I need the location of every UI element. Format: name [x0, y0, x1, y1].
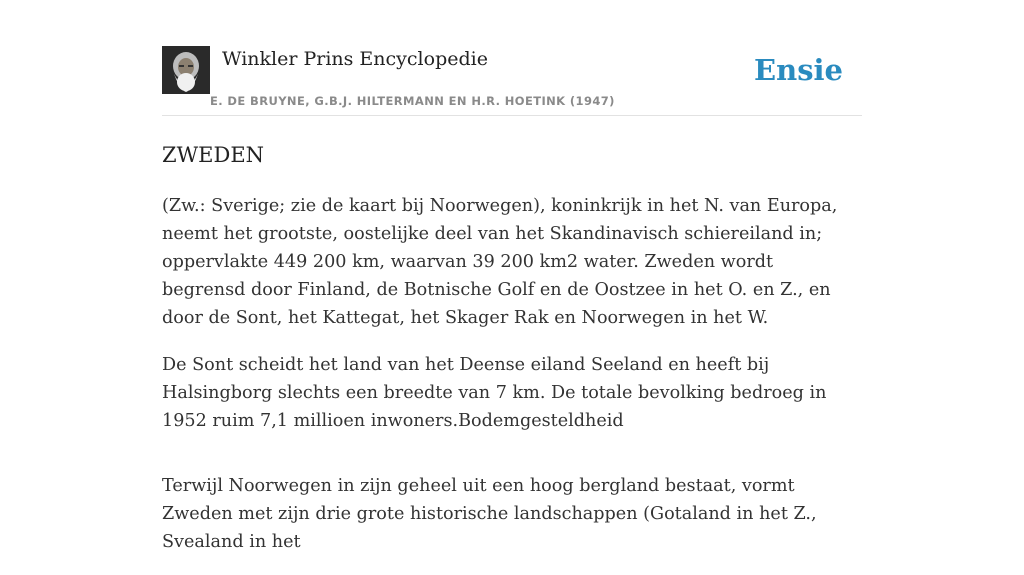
- site-header: [162, 46, 862, 116]
- authors-line: E. DE BRUYNE, G.B.J. HILTERMANN EN H.R. HOETINK (1947): [210, 94, 615, 108]
- article-title: ZWEDEN: [162, 143, 265, 167]
- encyclopedia-title[interactable]: Winkler Prins Encyclopedie: [222, 48, 488, 70]
- article-body: [162, 192, 862, 575]
- author-avatar: [162, 46, 210, 94]
- ensie-logo-link[interactable]: Ensie: [754, 53, 843, 87]
- article-paragraph: De Sont scheidt het land van het Deense eiland Seeland en heeft bij Halsingborg slechts een breedte van 7 km. De totale bevolking bedroeg in 1952 ruim 7,1 millioen inwoners.Bodemgesteldheid: [162, 355, 827, 431]
- author-portrait-icon: [162, 46, 210, 94]
- article-paragraph: (Zw.: Sverige; zie de kaart bij Noorwegen), koninkrijk in het N. van Europa, neemt het grootste, oostelijke deel van het Skandinavisch schiereiland in; oppervlakte 449 200 km, waarvan 39 200 km2 water. Zweden wordt begrensd door Finland, de Botnische Golf en de Oostzee in het O. en Z., en door de Sont, het Kattegat, het Skager Rak en Noorwegen in het W.: [162, 196, 838, 328]
- article-paragraph: Terwijl Noorwegen in zijn geheel uit een hoog bergland bestaat, vormt Zweden met zijn drie grote historische landschappen (Gotaland in het Z., Svealand in het: [162, 476, 817, 552]
